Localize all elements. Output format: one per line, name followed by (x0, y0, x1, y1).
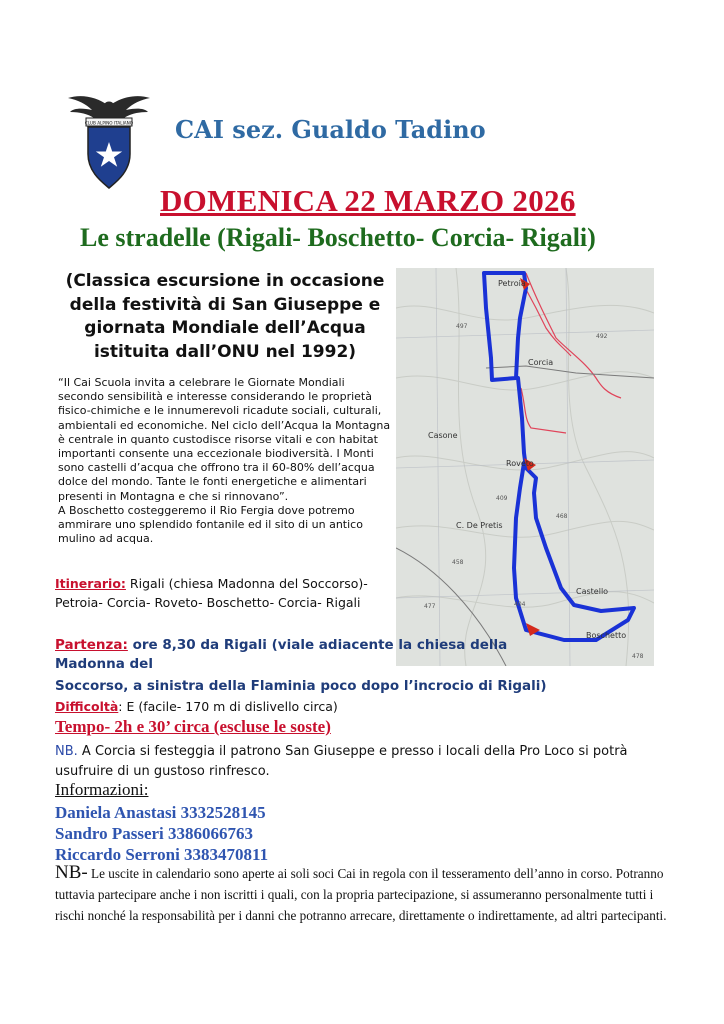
map-label-roveto: Roveto (506, 459, 534, 468)
departure-text: ore 8,30 da Rigali (viale adiacente la chiesa della Madonna del (55, 637, 508, 672)
contact-riccardo: Riccardo Serroni 3383470811 (55, 845, 269, 864)
event-date: DOMENICA 22 MARZO 2026 (160, 183, 576, 218)
map-elev: 478 (632, 653, 644, 660)
nb-text: A Corcia si festeggia il patrono San Giuseppe e presso i locali della Pro Loco si potrà usufruire di un gustoso rinfresco. (55, 744, 628, 779)
departure (55, 636, 525, 674)
quote-block (58, 376, 394, 546)
logo-banner-text: CLUB ALPINO ITALIANO (84, 120, 134, 126)
contact-daniela: Daniela Anastasi 3332528145 (55, 803, 266, 822)
map-elev: 404 (514, 601, 526, 608)
duration-text: 2h e 30’ circa (escluse le soste) (110, 717, 331, 736)
quote-text-2: A Boschetto costeggeremo il Rio Fergia dove potremo ammirare uno splendido fontanile ed il sito di un antico mulino ad acqua. (58, 503, 363, 546)
footer-note (55, 862, 675, 926)
info-heading: Informazioni: (55, 780, 149, 799)
footer-nb-label: NB- (55, 862, 88, 883)
map-label-corcia: Corcia (528, 358, 554, 367)
difficulty (55, 699, 338, 714)
map-elev: 477 (424, 603, 436, 610)
contact-sandro: Sandro Passeri 3386066763 (55, 824, 254, 843)
itinerary-text: Rigali (chiesa Madonna del Soccorso)- Petroia- Corcia- Roveto- Boschetto- Corcia- Rigali (55, 576, 368, 610)
quote-text: “Il Cai Scuola invita a celebrare le Giornate Mondiali secondo sensibilità e interesse considerando le proprietà fisico-chimiche e le innumerevoli ricadute sociali, culturali, ambientali ed economiche. Nel ciclo dell’Acqua la Montagna è centrale in quanto custodisce risorse vitali e con habitat importanti consente una eccezionale biodiversità. I Monti sono castelli d’acqua che offrono tra il 60-80% dell’acqua dolce del mondo. Tante le fonti energetiche e alimentari presenti in Montagna e che si rinnovano”. (58, 376, 391, 503)
nb-note (55, 742, 675, 782)
difficulty-label: Difficoltà (55, 699, 119, 714)
itinerary-label: Itinerario: (55, 576, 126, 591)
duration (55, 717, 331, 737)
duration-label: Tempo- (55, 717, 111, 736)
map-label-petroia: Petroia (498, 279, 526, 288)
cai-logo (66, 92, 152, 192)
route-map (396, 268, 654, 666)
map-label-casone: Casone (428, 431, 458, 440)
departure-label: Partenza: (55, 637, 128, 653)
map-elev: 409 (496, 495, 508, 502)
map-elev: 458 (452, 559, 464, 566)
map-elev: 468 (556, 513, 568, 520)
map-label-boschetto: Boschetto (586, 631, 627, 640)
map-label-depretis: C. De Pretis (456, 521, 503, 530)
event-title: Le stradelle (Rigali- Boschetto- Corcia- Rigali) (80, 223, 596, 252)
departure-text-2: Soccorso, a sinistra della Flaminia poco dopo l’incrocio di Rigali) (55, 678, 547, 694)
map-elev: 497 (456, 323, 468, 330)
itinerary (55, 574, 390, 612)
org-title: CAI sez. Gualdo Tadino (175, 115, 486, 144)
map-label-castello: Castello (576, 587, 609, 596)
footer-text: Le uscite in calendario sono aperte ai soli soci Cai in regola con il tesseramento dell’anno in corso. Potranno tuttavia partecipare anche i non iscritti i quali, con la propria partecipazione, si assumeranno personalmente tutti i rischi nonché la responsabilità per i danni che potranno arrecare, direttamente o indirettamente, ad altri partecipanti. (55, 866, 667, 923)
difficulty-text: : E (facile- 170 m di dislivello circa) (118, 699, 338, 714)
event-subtitle: (Classica escursione in occasione della festività di San Giuseppe e giornata Mondiale dell’Acqua istituita dall’ONU nel 1992) (65, 271, 385, 362)
map-elev: 492 (596, 333, 608, 340)
nb-label: NB. (55, 744, 78, 759)
